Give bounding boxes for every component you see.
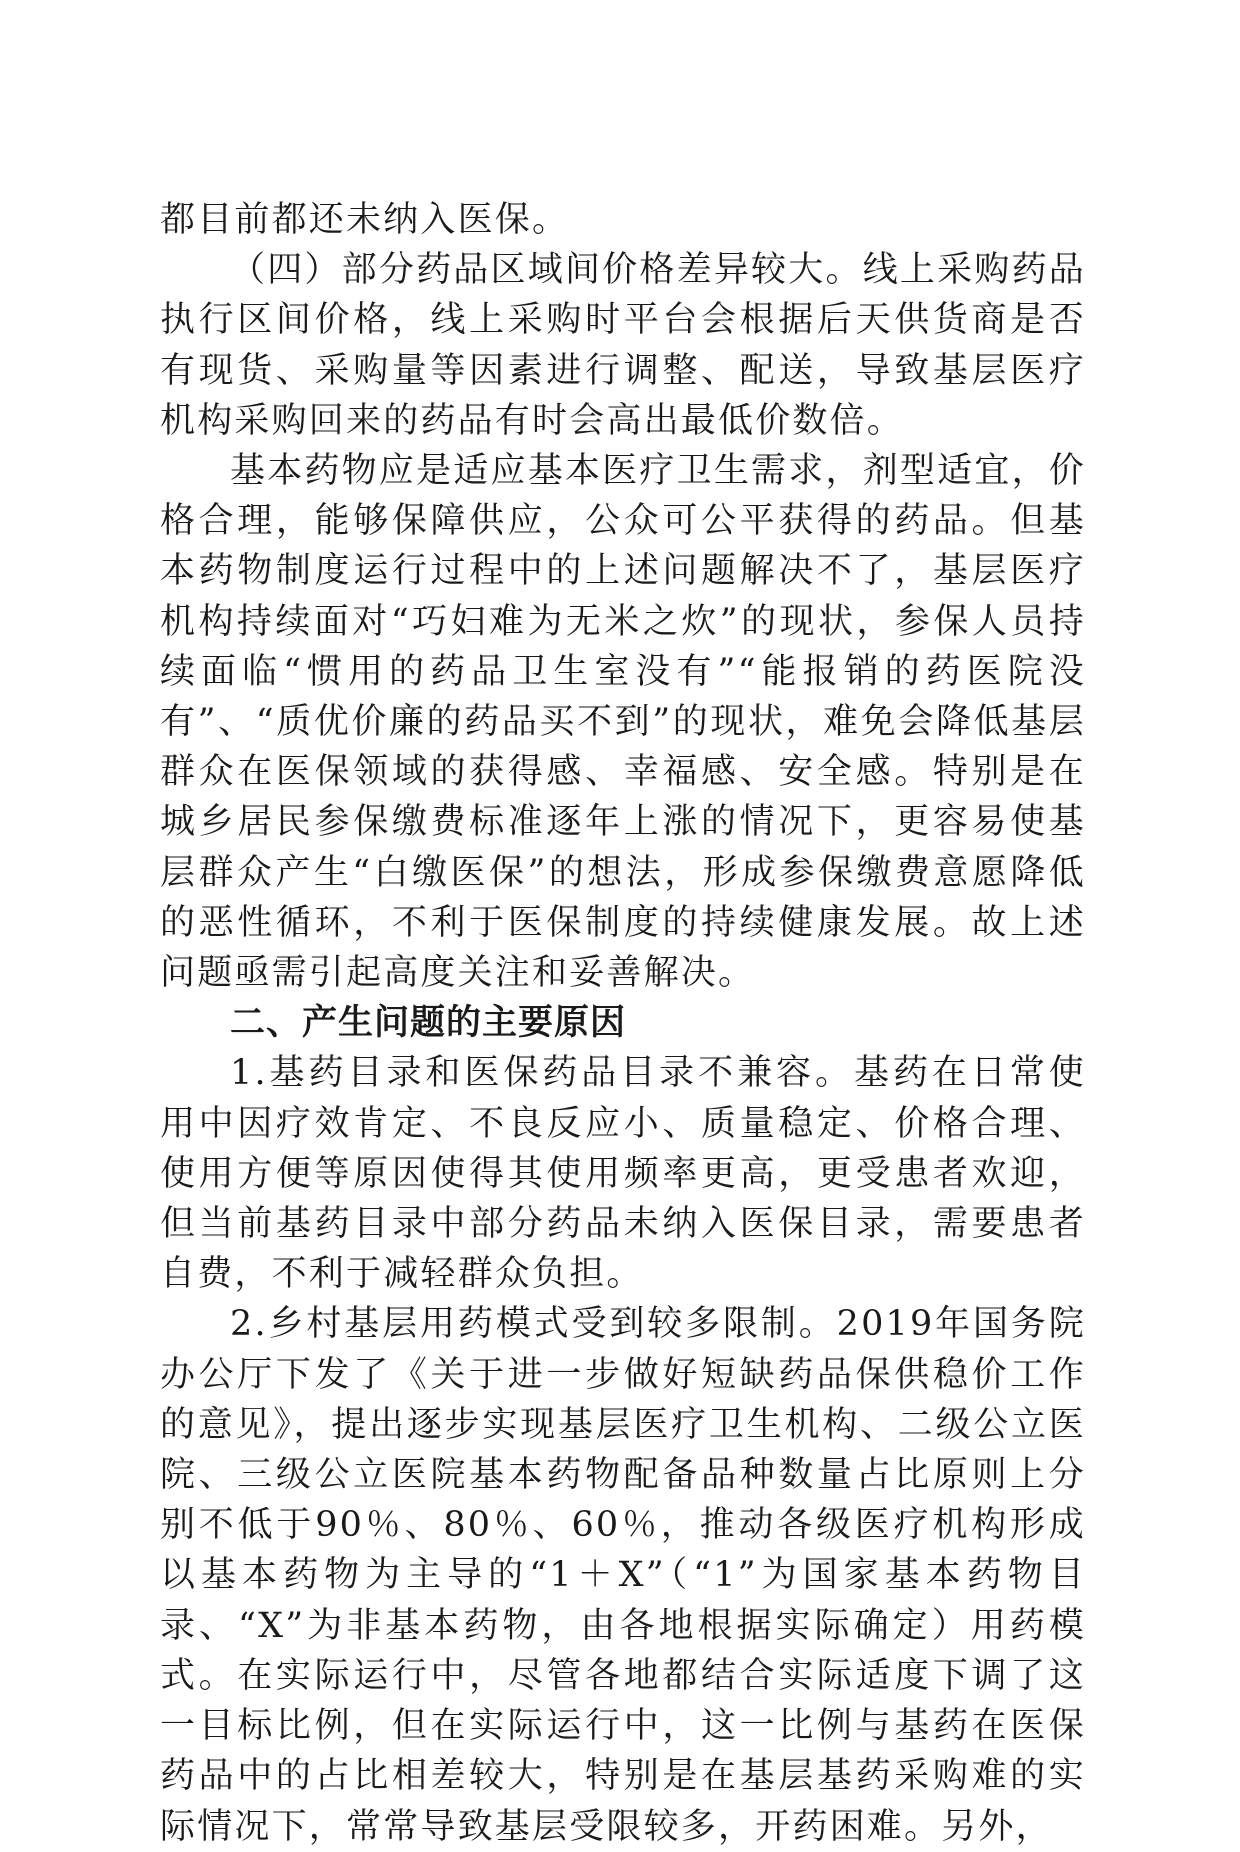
paragraph-basic-drugs: 基本药物应是适应基本医疗卫生需求，剂型适宜，价格合理，能够保障供应，公众可公平获得的药品。但基本药物制度运行过程中的上述问题解决不了，基层医疗机构持续面对“巧妇难为无米之炊”的现状，参保人员持续面临“惯用的药品卫生室没有”“能报销的药医院没有”、“质优价廉的药品买不到”的现状，难免会降低基层群众在医保领域的获得感、幸福感、安全感。特别是在城乡居民参保缴费标准逐年上涨的情况下，更容易使基层群众产生“白缴医保”的想法，形成参保缴费意愿降低的恶性循环，不利于医保制度的持续健康发展。故上述问题亟需引起高度关注和妥善解决。 <box>160 451 1086 994</box>
paragraph-reason-two: 2.乡村基层用药模式受到较多限制。2019年国务院办公厅下发了《关于进一步做好短缺药品保供稳价工作的意见》，提出逐步实现基层医疗卫生机构、二级公立医院、三级公立医院基本药物配备品种数量占比原则上分别不低于90％、80％、60％，推动各级医疗机构形成以基本药物为主导的“1＋X”（“1”为国家基本药物目录、“X”为非基本药物，由各地根据实际确定）用药模式。在实际运行中，尽管各地都结合实际适度下调了这一目标比例，但在实际运行中，这一比例与基药在医保药品中的占比相差较大，特别是在基层基药采购难的实际情况下，常常导致基层受限较多，开药困难。另外， <box>160 1304 1086 1847</box>
paragraph-continuation: 都目前都还未纳入医保。 <box>160 200 570 240</box>
section-heading: 二、产生问题的主要原因 <box>230 1003 627 1044</box>
paragraph-reason-one: 1.基药目录和医保药品目录不兼容。基药在日常使用中因疗效肯定、不良反应小、质量稳定、价格合理、使用方便等原因使得其使用频率更高，更受患者欢迎，但当前基药目录中部分药品未纳入医保目录，需要患者自费，不利于减轻群众负担。 <box>160 1053 1086 1295</box>
document-page <box>160 195 1086 1852</box>
paragraph-section-four: （四）部分药品区域间价格差异较大。线上采购药品执行区间价格，线上采购时平台会根据后天供货商是否有现货、采购量等因素进行调整、配送，导致基层医疗机构采购回来的药品有时会高出最低价数倍。 <box>160 250 1086 441</box>
